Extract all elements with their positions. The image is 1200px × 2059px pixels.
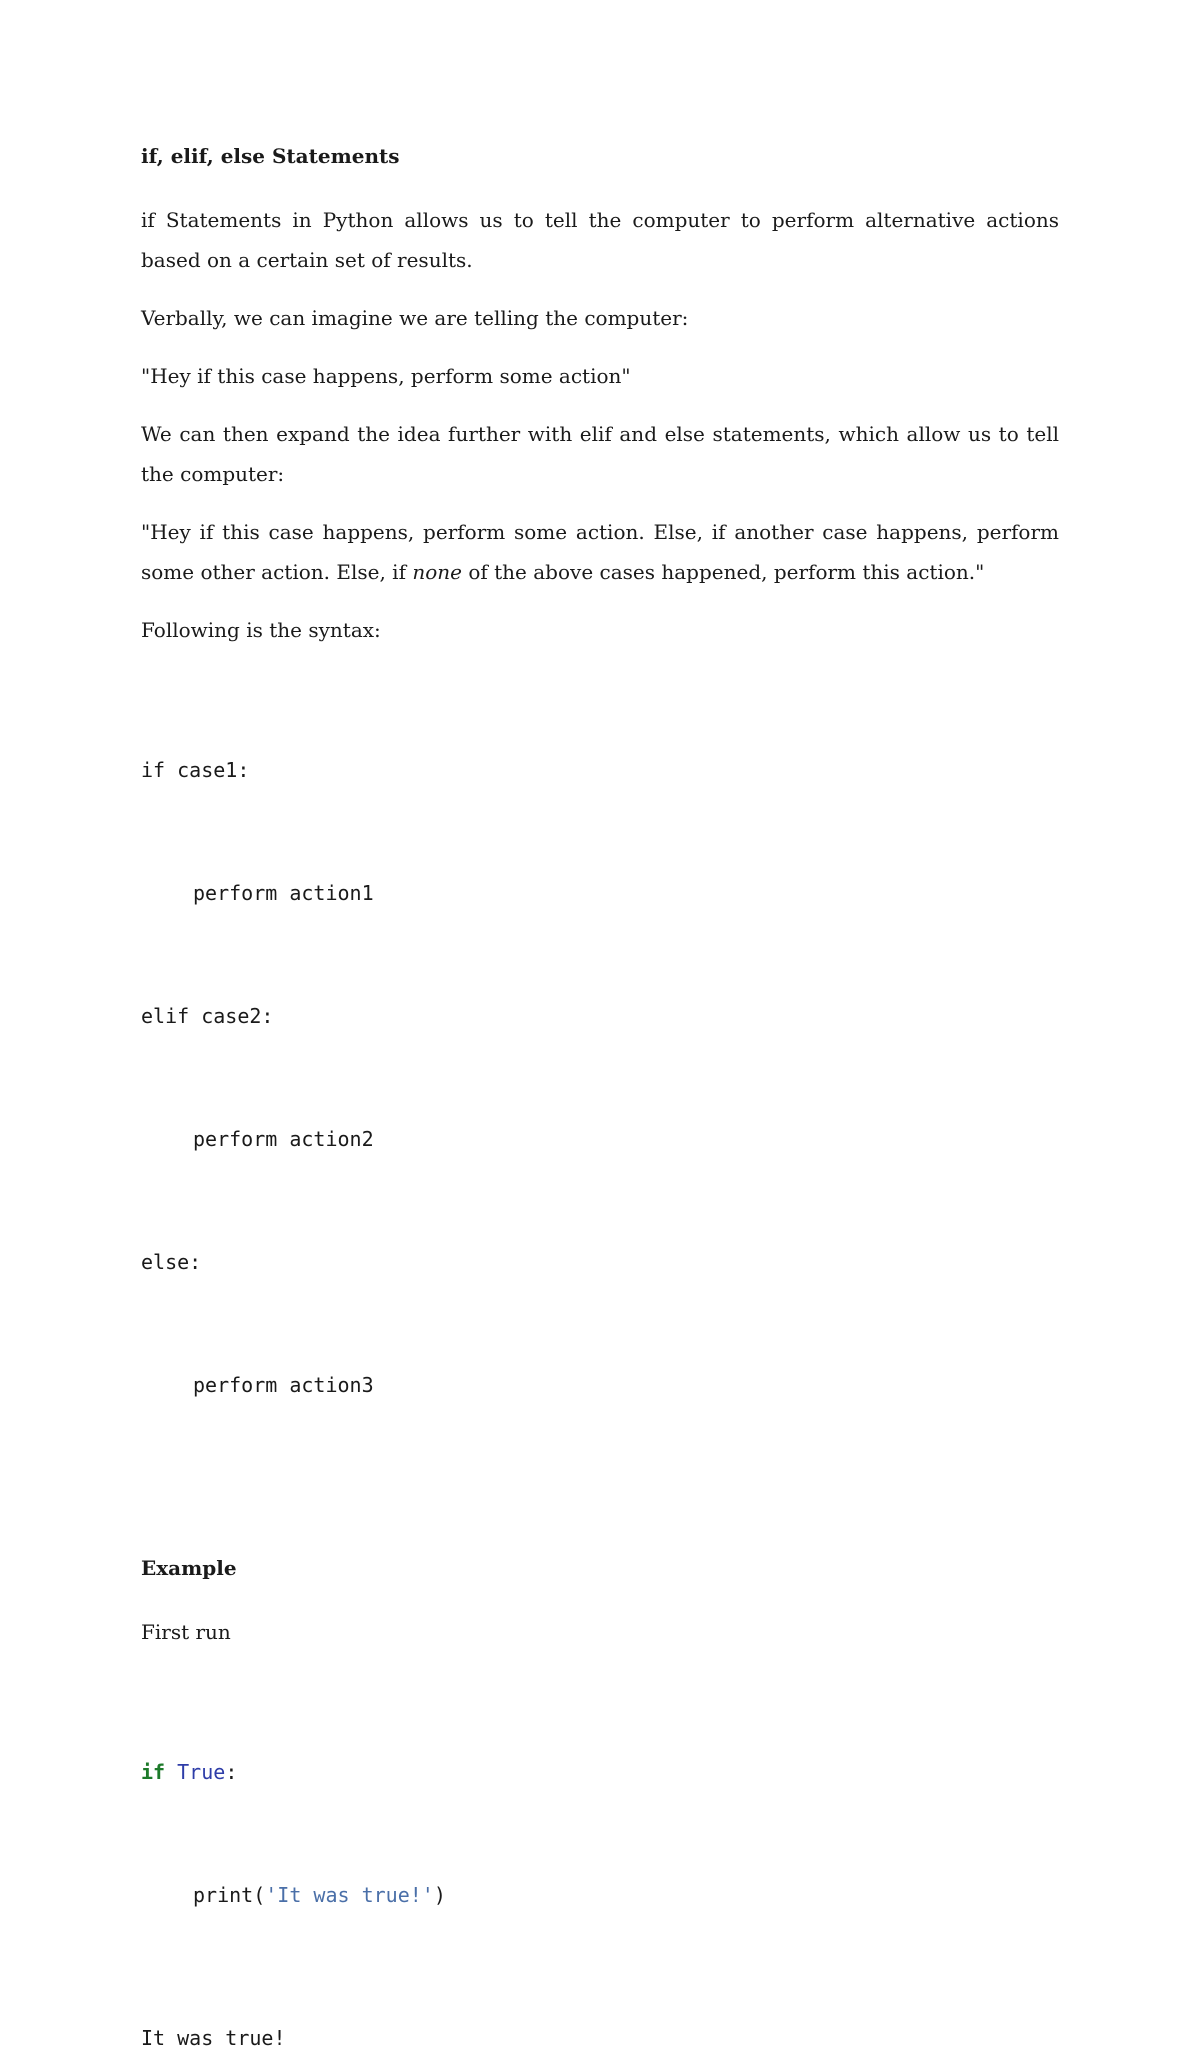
quote-long-part1: "Hey if this case happens, perform some action. Else, if another case happens, perform some other action. Else, if — [141, 520, 1059, 584]
example-code-block — [141, 1670, 1059, 1998]
quote-paragraph: "Hey if this case happens, perform some action" — [141, 364, 631, 388]
code-line: perform action1 — [193, 881, 374, 905]
string-literal: 'It was true!' — [265, 1883, 434, 1907]
syntax-intro: Following is the syntax: — [141, 618, 381, 642]
section-heading: if, elif, else Statements — [141, 144, 400, 168]
intro-paragraph: if Statements in Python allows us to tell the computer to perform alternative actions based on a certain set of results. — [141, 208, 1059, 272]
keyword-if: if — [141, 1760, 166, 1784]
expand-paragraph: We can then expand the idea further with elif and else statements, which allow us to tell the computer: — [141, 422, 1059, 486]
code-line: if case1: — [141, 758, 250, 782]
quote-long-part2: of the above cases happened, perform this action." — [461, 560, 985, 584]
print-open: print( — [193, 1883, 266, 1907]
code-line: perform action3 — [193, 1373, 374, 1397]
verbally-paragraph: Verbally, we can imagine we are telling the computer: — [141, 306, 689, 330]
print-close: ) — [433, 1883, 446, 1907]
code-line: elif case2: — [141, 1004, 274, 1028]
code-line: perform action2 — [193, 1127, 374, 1151]
code-line — [141, 1875, 1059, 1916]
code-output: It was true! — [141, 2026, 286, 2050]
keyword-true: True — [177, 1760, 226, 1784]
syntax-code-block — [141, 668, 1059, 1488]
first-run-label: First run — [141, 1620, 231, 1644]
code-line: else: — [141, 1250, 202, 1274]
spacer — [141, 1488, 1059, 1552]
code-line — [141, 1752, 1059, 1793]
document-content — [141, 140, 1059, 2059]
quote-long-italic: none — [412, 560, 462, 584]
code-colon: : — [225, 1760, 238, 1784]
example-heading: Example — [141, 1556, 237, 1580]
quote-long-paragraph — [141, 512, 1059, 592]
